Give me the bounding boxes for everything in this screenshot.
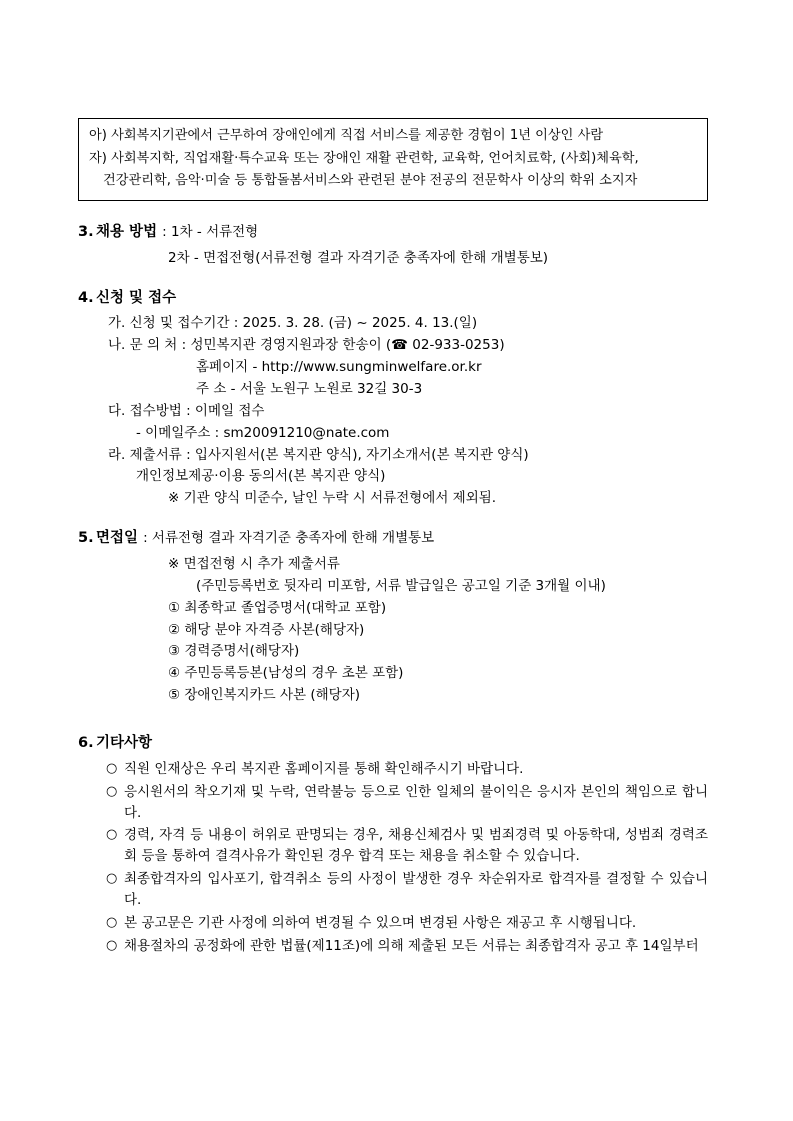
list-item [78, 782, 708, 824]
section-5-heading [78, 527, 708, 549]
list-item-text: 직원 인재상은 우리 복지관 홈페이지를 통해 확인해주시기 바랍니다. [124, 760, 524, 777]
application-address: 주 소 - 서울 노원구 노원로 32길 30-3 [196, 380, 423, 397]
section-4-number: 4. [78, 289, 94, 306]
list-item-text: 경력, 자격 등 내용이 허위로 판명되는 경우, 채용신체검사 및 범죄경력 및 아동학대, 성범죄 경력조회 등을 통하여 결격사유가 확인된 경우 합격 또는 채용을 취소할 수 있습니다. [124, 827, 708, 865]
other-matters-list [78, 759, 708, 957]
section-3-title: 채용 방법 [96, 224, 158, 241]
section-4-heading [78, 287, 708, 309]
list-item-text: 채용절차의 공정화에 관한 법률(제11조)에 의해 제출된 모든 서류는 최종합격자 공고 후 14일부터 [124, 938, 699, 955]
application-email: - 이메일주소 : sm20091210@nate.com [136, 424, 390, 441]
list-item-text: 본 공고문은 기관 사정에 의하여 변경될 수 있으며 변경된 사항은 재공고 후 시행됩니다. [124, 915, 637, 932]
interview-extra-docs-note: ※ 면접전형 시 추가 제출서류 [168, 555, 340, 572]
circle-bullet-icon: ○ [106, 827, 118, 843]
section-3-heading [78, 221, 708, 243]
section-6-title: 기타사항 [96, 735, 153, 752]
application-documents-note: ※ 기관 양식 미준수, 날인 누락 시 서류전형에서 제외됨. [168, 490, 497, 507]
interview-doc-item-1: ① 최종학교 졸업증명서(대학교 포함) [168, 599, 387, 616]
section-3-tail: : 1차 - 서류전형 [162, 224, 259, 241]
circle-bullet-icon: ○ [106, 783, 118, 799]
application-documents-2: 개인정보제공·이용 동의서(본 복지관 양식) [136, 468, 386, 485]
application-contact: 나. 문 의 처 : 성민복지관 경영지원과장 한송이 (☎ 02-933-0253) [108, 336, 505, 353]
list-item [78, 913, 708, 934]
list-item [78, 869, 708, 911]
qualification-box [78, 118, 708, 201]
list-item [78, 759, 708, 780]
section-3-number: 3. [78, 224, 94, 241]
circle-bullet-icon: ○ [106, 938, 118, 954]
application-documents: 라. 제출서류 : 입사지원서(본 복지관 양식), 자기소개서(본 복지관 양식) [108, 446, 529, 463]
section-5-tail: : 서류전형 결과 자격기준 충족자에 한해 개별통보 [143, 530, 435, 547]
interview-docs-condition: (주민등록번호 뒷자리 미포함, 서류 발급일은 공고일 기준 3개월 이내) [196, 577, 606, 594]
interview-doc-item-3: ③ 경력증명서(해당자) [168, 643, 300, 660]
section-5-number: 5. [78, 530, 94, 547]
application-period: 가. 신청 및 접수기간 : 2025. 3. 28. (금) ~ 2025. 4. 13.(일) [108, 314, 478, 331]
section-6-heading [78, 732, 708, 754]
section-6-number: 6. [78, 735, 94, 752]
section-5-title: 면접일 [96, 530, 139, 547]
list-item-text: 최종합격자의 입사포기, 합격취소 등의 사정이 발생한 경우 차순위자로 합격자를 결정할 수 있습니다. [124, 871, 708, 909]
section-other-matters [78, 732, 708, 957]
list-item [78, 825, 708, 867]
section-interview-date [78, 527, 708, 706]
qualification-line-1: 아) 사회복지기관에서 근무하여 장애인에게 직접 서비스를 제공한 경험이 1년 이상인 사람 [89, 128, 604, 143]
application-method: 다. 접수방법 : 이메일 접수 [108, 402, 265, 419]
interview-doc-item-2: ② 해당 분야 자격증 사본(해당자) [168, 621, 365, 638]
interview-doc-item-4: ④ 주민등록등본(남성의 경우 초본 포함) [168, 665, 404, 682]
circle-bullet-icon: ○ [106, 915, 118, 931]
document-body [78, 118, 708, 959]
application-homepage: 홈페이지 - http://www.sungminwelfare.or.kr [196, 358, 482, 375]
section-4-title: 신청 및 접수 [96, 289, 177, 306]
section-application [78, 287, 708, 510]
list-item [78, 936, 708, 957]
list-item-text: 응시원서의 착오기재 및 누락, 연락불능 등으로 인한 일체의 불이익은 응시자 본인의 책임으로 합니다. [124, 783, 708, 821]
section-recruitment-method [78, 221, 708, 268]
interview-doc-item-5: ⑤ 장애인복지카드 사본 (해당자) [168, 687, 361, 704]
qualification-line-3: 건강관리학, 음악·미술 등 통합돌봄서비스와 관련된 분야 전공의 전문학사 이상의 학위 소지자 [103, 173, 638, 189]
section-3-line-2: 2차 - 면접전형(서류전형 결과 자격기준 충족자에 한해 개별통보) [168, 249, 549, 266]
circle-bullet-icon: ○ [106, 871, 118, 887]
circle-bullet-icon: ○ [106, 760, 118, 776]
qualification-line-2: 자) 사회복지학, 직업재활·특수교육 또는 장애인 재활 관련학, 교육학, 언어치료학, (사회)체육학, [89, 150, 639, 166]
